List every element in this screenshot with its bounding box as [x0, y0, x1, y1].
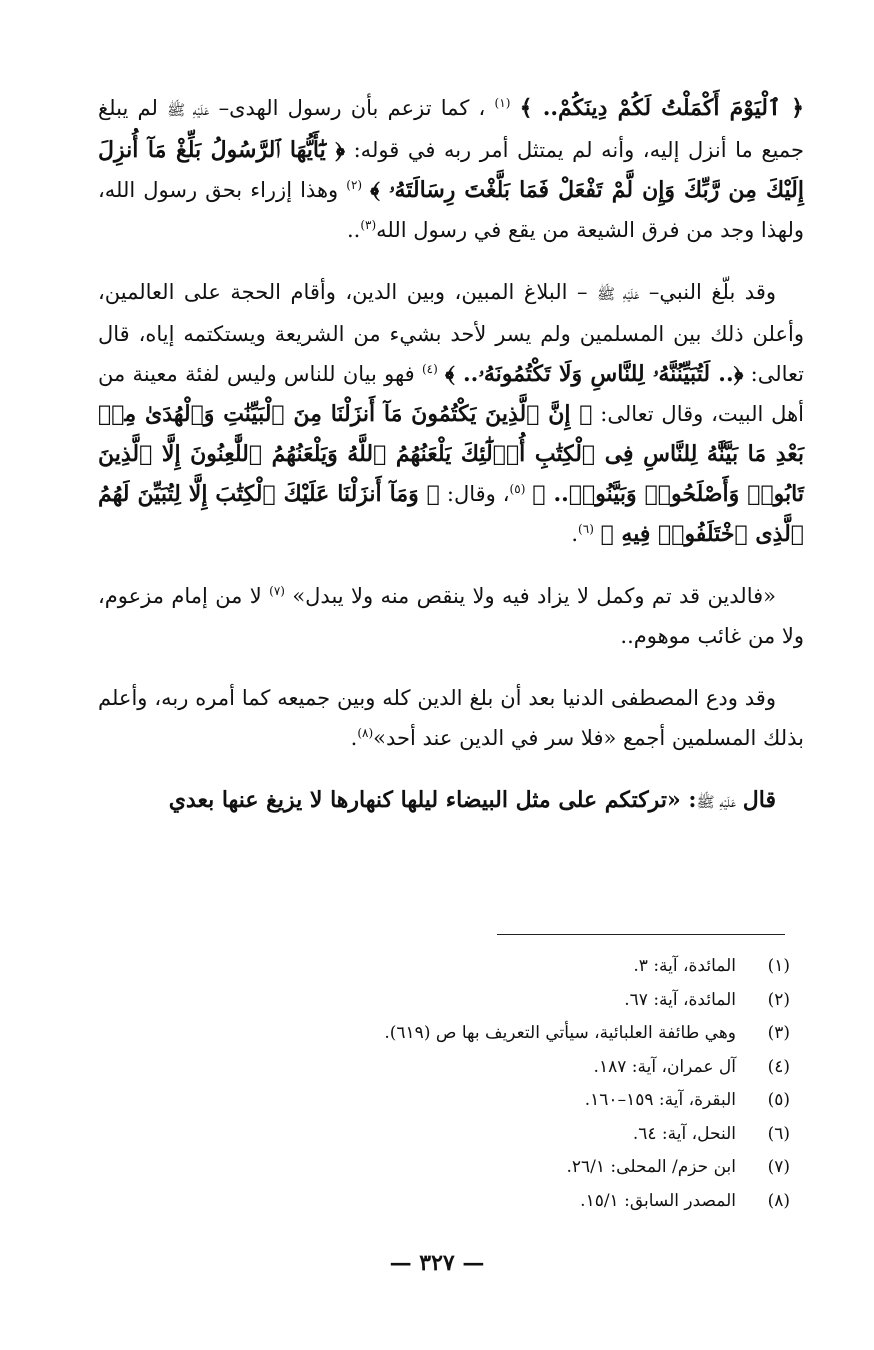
- footnote-item: [260, 1151, 790, 1185]
- footnote-text: المصدر السابق: ١٥/١.: [580, 1190, 736, 1211]
- footnote-ref: (٧): [269, 584, 285, 598]
- footnote-item: [260, 1017, 790, 1051]
- body-text-span: .: [350, 726, 358, 750]
- footnote-ref: (٤): [421, 362, 438, 376]
- footnote-ref: (٥): [509, 482, 526, 496]
- footnote-number: (٢): [767, 989, 790, 1010]
- quran-verse: ﴿.. لَتُبَيِّنُنَّهُۥ لِلنَّاسِ وَلَا تَكْتُمُونَهُۥ.. ﴾: [445, 361, 744, 387]
- honorific-glyph: عَلَيْهِ ﷺ: [596, 285, 640, 303]
- footnote-text: البقرة، آية: ١٥٩–١٦٠.: [584, 1090, 736, 1110]
- quran-verse: ﴿ يَٰٓأَيُّهَا ٱلرَّسُولُ بَلِّغْ مَآ أُنزِلَ إِلَيْكَ مِن رَّبِّكَ وَإِن لَّمْ تَفْعَلْ فَمَا بَلَّغْتَ رِسَالَتَهُۥ ﴾: [98, 137, 804, 203]
- footnote-item: [260, 1051, 790, 1085]
- footnote-ref: (١): [494, 96, 511, 110]
- body-text-span: ..: [346, 218, 361, 242]
- footnote-text: النحل، آية: ٦٤.: [632, 1123, 736, 1144]
- quran-verse: ﴿ إِنَّ ٱلَّذِينَ يَكْتُمُونَ مَآ أَنزَلْنَا مِنَ ٱلْبَيِّنَٰتِ وَٱلْهُدَىٰ مِنۢ بَعْدِ مَا بَيَّنَّٰهُ لِلنَّاسِ فِى ٱلْكِتَٰبِ أُو۟لَٰٓئِكَ يَلْعَنُهُمُ ٱللَّهُ وَيَلْعَنُهُمُ ٱللَّٰعِنُونَ إِلَّا ٱلَّذِينَ تَابُوا۟ وَأَصْلَحُوا۟ وَبَيَّنُوا۟.. ﴾: [98, 401, 804, 507]
- body-text-span: ، كما تزعم بأن رسول الهدى–: [218, 96, 486, 120]
- paragraph-2: [98, 272, 804, 554]
- footnote-number: (١): [767, 956, 790, 976]
- footnote-number: (٨): [767, 1190, 790, 1211]
- paragraph-5: [98, 780, 804, 822]
- footnote-item: [260, 984, 790, 1018]
- footnote-separator: [497, 934, 785, 935]
- footnote-text: ابن حزم/ المحلى: ٢٦/١.: [566, 1157, 736, 1177]
- footnote-number: (٧): [767, 1157, 790, 1177]
- quran-verse: ﴿ ٱلْيَوْمَ أَكْمَلْتُ لَكُمْ دِينَكُمْ.. ﴾: [519, 95, 804, 121]
- paragraph-3: [98, 576, 804, 656]
- quotation: «فالدين قد تم وكمل لا يزاد فيه ولا ينقص منه ولا يبدل»: [292, 584, 776, 608]
- hadith-quote: : «تركتكم على مثل البيضاء ليلها كنهارها لا يزيغ عنها بعدي: [168, 787, 697, 813]
- body-text-span: قال: [742, 787, 776, 813]
- honorific-glyph: عَلَيْهِ ﷺ: [696, 793, 737, 811]
- main-text: [98, 88, 804, 844]
- body-text-span: ، وقال:: [446, 482, 510, 506]
- footnote-ref: (٢): [346, 178, 363, 192]
- footnote-item: [260, 1118, 790, 1152]
- footnote-number: (٥): [767, 1090, 790, 1110]
- body-text-span: وقد بلّغ النبي–: [648, 280, 776, 304]
- honorific-glyph: عَلَيْهِ ﷺ: [167, 101, 210, 119]
- footnote-number: (٦): [767, 1123, 790, 1144]
- footnote-number: (٤): [767, 1056, 790, 1077]
- body-text-span: فهو بيان للناس وليس لفئة معينة من أهل البيت، وقال تعالى:: [98, 362, 804, 426]
- footnote-number: (٣): [767, 1023, 790, 1043]
- footnote-text: وهي طائفة العلبائية، سيأتي التعريف بها ص (٦١٩).: [384, 1023, 736, 1043]
- body-text-span: .: [571, 522, 579, 546]
- body-text-span: – البلاغ المبين، وبين الدين، وأقام الحجة على العالمين، وأعلن ذلك بين المسلمين ولم يسر لأحد بشيء من الشريعة ويستكتمه إياه، قال تعالى:: [98, 280, 804, 386]
- footnote-text: المائدة، آية: ٦٧.: [624, 989, 736, 1010]
- footnote-ref: (٣): [360, 218, 377, 232]
- quran-verse: ﴿ وَمَآ أَنزَلْنَا عَلَيْكَ ٱلْكِتَٰبَ إِلَّا لِتُبَيِّنَ لَهُمُ ٱلَّذِى ٱخْتَلَفُوا۟ فِيهِ ﴾: [98, 481, 804, 547]
- footnote-text: آل عمران، آية: ١٨٧.: [593, 1056, 736, 1077]
- footnote-item: [260, 950, 790, 984]
- paragraph-1: [98, 88, 804, 250]
- paragraph-4: [98, 678, 804, 758]
- footnote-item: [260, 1185, 790, 1219]
- body-text-span: وقد ودع المصطفى الدنيا بعد أن بلغ الدين كله وبين جميعه كما أمره ربه، وأعلم بذلك المسلمين أجمع «فلا سر في الدين عند أحد»: [98, 686, 804, 750]
- footnotes-list: [260, 950, 790, 1218]
- body-text-span: لا من إمام مزعوم، ولا من غائب موهوم..: [98, 584, 804, 648]
- body-text-span: وهذا إزراء بحق رسول الله، ولهذا وجد من فرق الشيعة من يقع في رسول الله: [98, 178, 804, 242]
- page-number: — ٣٢٧ —: [389, 1250, 485, 1276]
- footnote-text: المائدة، آية: ٣.: [633, 956, 736, 976]
- footnote-item: [260, 1084, 790, 1118]
- body-text-span: لم يبلغ جميع ما أنزل إليه، وأنه لم يمتثل أمر ربه في قوله:: [98, 96, 804, 162]
- footnote-ref: (٦): [578, 522, 594, 536]
- footnote-ref: (٨): [357, 726, 374, 740]
